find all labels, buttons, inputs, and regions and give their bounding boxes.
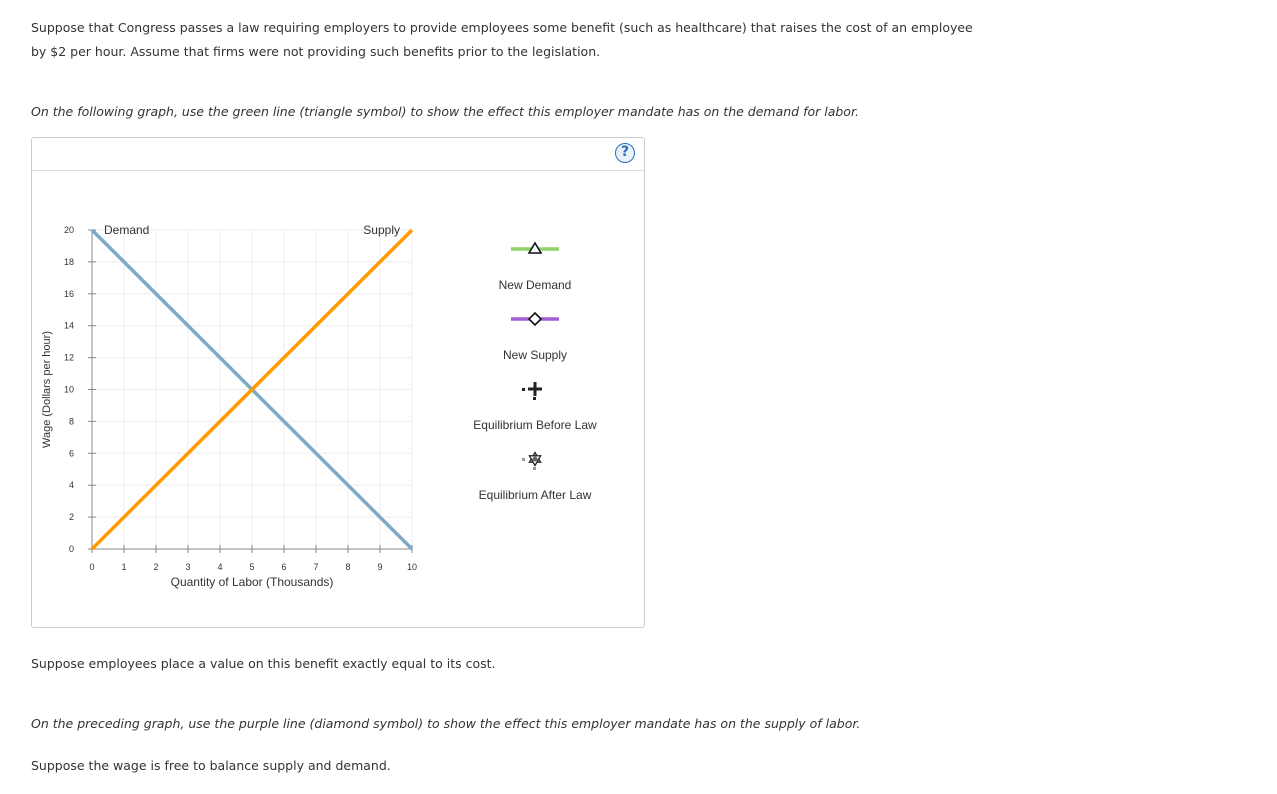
x-tick-label: 1 — [121, 562, 127, 572]
x-tick-label: 5 — [249, 562, 255, 572]
tool-label: Equilibrium Before Law — [473, 418, 597, 432]
help-button[interactable]: ? — [615, 143, 635, 163]
y-axis-title: Wage (Dollars per hour) — [41, 331, 53, 448]
tool-palette[interactable] — [473, 243, 597, 502]
y-tick-label: 16 — [63, 288, 74, 299]
demand-curve-label: Demand — [104, 223, 150, 237]
intro-text-line2: by $2 per hour. Assume that firms were not providing such benefits prior to the legislation. — [31, 44, 601, 59]
y-tick-label: 2 — [68, 512, 74, 523]
y-tick-label: 12 — [63, 352, 74, 363]
intro-text-line1: Suppose that Congress passes a law requiring employers to provide employees some benefit (such as healthcare) that raises the cost of an employee — [31, 20, 973, 35]
x-tick-label: 4 — [217, 562, 223, 572]
dash-icon — [522, 458, 525, 461]
tool-new-supply[interactable] — [503, 313, 567, 362]
y-tick-label: 10 — [63, 384, 74, 395]
y-tick-label: 4 — [68, 480, 74, 491]
x-tick-label: 7 — [313, 562, 319, 572]
x-tick-label: 8 — [345, 562, 351, 572]
x-tick-label: 2 — [153, 562, 159, 572]
dash-icon — [522, 388, 525, 391]
diamond-icon — [529, 313, 541, 325]
text-benefit-value: Suppose employees place a value on this benefit exactly equal to its cost. — [31, 656, 496, 671]
y-tick-label: 0 — [68, 544, 74, 554]
tool-new-demand[interactable] — [499, 243, 572, 292]
x-tick-label: 6 — [281, 562, 287, 572]
x-axis-title: Quantity of Labor (Thousands) — [170, 575, 334, 589]
x-tick-label: 3 — [185, 562, 191, 572]
y-tick-label: 18 — [63, 256, 74, 267]
x-tick-label: 9 — [377, 562, 383, 572]
instruction-supply: On the preceding graph, use the purple line (diamond symbol) to show the effect this employer mandate has on the supply of labor. — [31, 716, 861, 731]
tool-equilibrium-before-law[interactable] — [473, 382, 597, 432]
text-wage-free: Suppose the wage is free to balance supply and demand. — [31, 758, 391, 773]
tool-label: New Supply — [502, 348, 568, 362]
y-tick-label: 8 — [68, 416, 74, 427]
tool-label: Equilibrium After Law — [478, 488, 592, 502]
y-tick-label: 6 — [68, 448, 74, 459]
x-tick-label: 0 — [89, 562, 95, 572]
y-tick-label: 20 — [63, 225, 74, 235]
tool-equilibrium-after-law[interactable] — [479, 453, 592, 503]
supply-curve-label: Supply — [363, 223, 400, 237]
tool-label: New Demand — [498, 278, 572, 292]
instruction-demand: On the following graph, use the green line (triangle symbol) to show the effect this employer mandate has on the demand for labor. — [31, 104, 859, 119]
plus-icon — [528, 382, 542, 396]
dash-icon — [533, 467, 536, 470]
star-center — [533, 457, 538, 462]
y-tick-label: 14 — [63, 320, 74, 331]
dash-icon — [533, 397, 536, 400]
x-tick-label: 10 — [406, 562, 418, 572]
